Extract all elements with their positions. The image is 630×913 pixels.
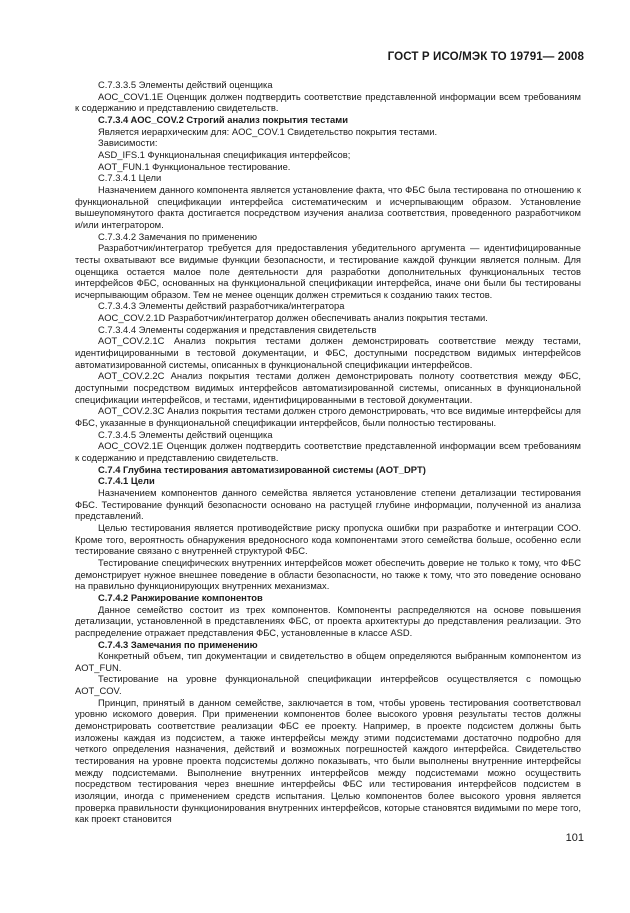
paragraph: Целью тестирования является противодействие риску пропуска ошибки при разработке и интеграции СОО. Кроме того, вероятность обнаружения вредоносного кода компонентами этого семейства больше, особенно если тестирование связано с внутренней структурой ФБС. <box>75 521 581 557</box>
paragraph: C.7.3.4.5 Элементы действий оценщика <box>98 428 273 440</box>
paragraph: C.7.3.4.4 Элементы содержания и представления свидетельств <box>98 323 377 335</box>
paragraph: AOT_COV.2.3C Анализ покрытия тестами должен строго демонстрировать, что все видимые интерфейсы для ФБС, указанные в функциональной спецификации интерфейсов, были полностью тестированы. <box>75 405 581 429</box>
paragraph: C.7.3.4.2 Замечания по применению <box>98 230 257 242</box>
paragraph: Принцип, принятый в данном семействе, заключается в том, чтобы уровень тестирования соответствовал уровню искомого доверия. При применении компонентов более высокого уровня результаты тестов должны демонстрировать соответствие реализации ФБС ее проекту. Например, в проекте подсистем должны быть изложены каждая из подсистем, а также интерфейсы между этими подсистемами достаточно подробно для четкого определения назначения, действий и возможных погрешностей каждого интерфейса. Свидетельство тестирования на уровне проекта подсистемы должно показывать, что были выполнены внутренние интерфейсы между подсистемами. Выполнение внутренних интерфейсов между подсистемами можно осуществить посредством тестирования через внешние интерфейсы ФБС или тестирования интерфейсов подсистем в изоляции, иногда с применением средств испытания. Целью компонентов более высокого уровня является проверка правильности функционирования внутренних интерфейсов, которые становятся видимыми по мере того, как проект становится <box>75 696 581 825</box>
paragraph: AOT_COV.2.2C Анализ покрытия тестами должен демонстрировать полноту соответствия между ФБС, доступными посредством видимых интерфейсов автоматизированной системы, описанных в функциональной спецификации интерфейсов, и тестами, идентифицированными в тестовой документации. <box>75 370 581 405</box>
section-heading: C.7.4.1 Цели <box>98 475 155 487</box>
section-heading: C.7.4.3 Замечания по применению <box>98 638 258 650</box>
paragraph: Назначением компонентов данного семейства является установление степени детализации тестирования ФБС. Тестирование функций безопасности основано на растущей глубине информации, полученной из анализа представлений. <box>75 486 581 522</box>
paragraph: C.7.3.4.1 Цели <box>98 172 162 184</box>
section-heading: C.7.4.2 Ранжирование компонентов <box>98 591 263 603</box>
paragraph: AOC_COV2.1E Оценщик должен подтвердить соответствие представленной информации всем требованиям к содержанию и представлению свидетельств. <box>75 440 581 463</box>
paragraph: Конкретный объем, тип документации и свидетельство в общем определяются выбранным компонентом из AOT_FUN. <box>75 650 581 673</box>
document-body <box>75 79 581 825</box>
paragraph: Является иерархическим для: AOC_COV.1 Свидетельство покрытия тестами. <box>98 125 438 137</box>
section-heading: C.7.4 Глубина тестирования автоматизированной системы (AOT_DPT) <box>98 463 426 475</box>
paragraph: C.7.3.3.5 Элементы действий оценщика <box>98 79 273 90</box>
paragraph: AOT_COV.2.1C Анализ покрытия тестами должен демонстрировать соответствие между тестами, идентифицированными в тестовой документации, и ФБС, доступными посредством видимых интерфейсов автоматизированной системы, описанных в функциональной спецификации интерфейсов. <box>75 335 581 370</box>
paragraph: Зависимости: <box>98 137 158 149</box>
paragraph: C.7.3.4.3 Элементы действий разработчика/интегратора <box>98 300 345 312</box>
paragraph: ASD_IFS.1 Функциональная спецификация интерфейсов; <box>98 148 351 160</box>
paragraph: Назначением данного компонента является установление факта, что ФБС была тестирована по отношению к функциональной спецификации интерфейса систематическим и исчерпывающим образом. Установление вышеупомянутого факта достигается посредством изучения анализа соответствия, проведенного разработчиком и/или интегратором. <box>75 183 581 230</box>
paragraph: AOT_FUN.1 Функциональное тестирование. <box>98 160 291 172</box>
paragraph: Разработчик/интегратор требуется для предоставления убедительного аргумента — идентифицированные тесты охватывают все видимые функции безопасности, и тестирование каждой функции является полным. Для оценщика остается малое поле деятельности для разработки дополнительных функциональных тестов интерфейсов ФБС, основанных на функциональной спецификации интерфейса, иначе они были бы тестированы исчерпывающим образом. Тем не менее оценщик должен стремиться к созданию таких тестов. <box>75 242 581 300</box>
paragraph: Тестирование специфических внутренних интерфейсов может обеспечить доверие не только к тому, что ФБС демонстрирует нужное внешнее поведение в области безопасности, но также к тому, что это поведение основано на правильно функционирующих внутренних механизмах. <box>75 556 581 592</box>
page-header: ГОСТ Р ИСО/МЭК ТО 19791— 2008 <box>387 50 584 63</box>
paragraph: Данное семейство состоит из трех компонентов. Компоненты распределяются на основе повышения детализации, установленной в представлениях ФБС, от проекта архитектуры до представления реализации. Это распределение отражает представления ФБС, установленные в классе ASD. <box>75 603 581 638</box>
page-number: 101 <box>565 832 584 844</box>
paragraph: Тестирование на уровне функциональной спецификации интерфейсов осуществляется с помощью AOT_COV. <box>75 673 581 697</box>
section-heading: C.7.3.4 AOC_COV.2 Строгий анализ покрытия тестами <box>98 113 348 125</box>
paragraph: AOC_COV.2.1D Разработчик/интегратор должен обеспечивать анализ покрытия тестами. <box>98 312 488 324</box>
paragraph: AOC_COV1.1E Оценщик должен подтвердить соответствие представленной информации всем требованиям к содержанию и представлению свидетельств. <box>75 90 581 114</box>
